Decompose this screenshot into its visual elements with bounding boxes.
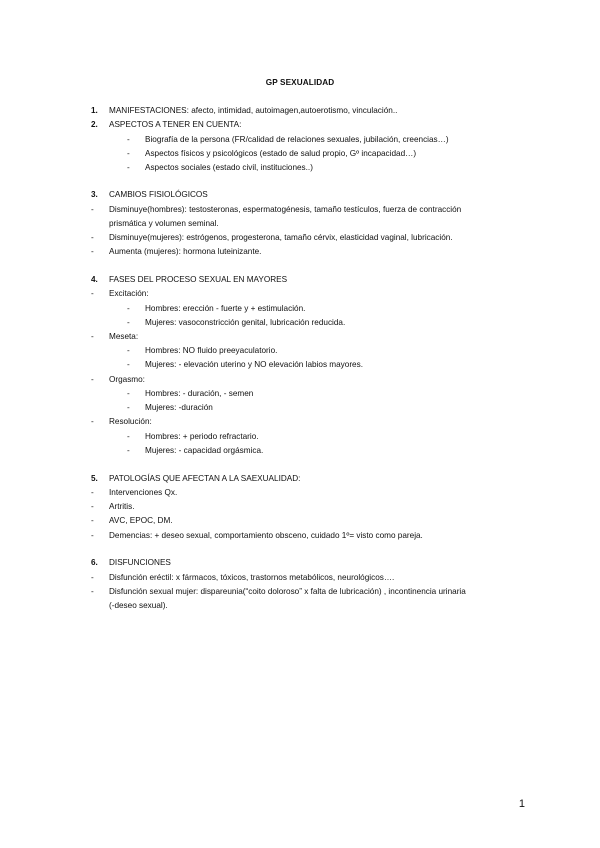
section-number: 2. [91,120,98,129]
list-item: Aspectos físicos y psicológicos (estado de salud propio, Gº incapacidad…) [145,149,417,158]
bullet-dash: - [127,149,130,158]
list-item: Mujeres: - elevación uterino y NO elevación labios mayores. [145,360,363,369]
bullet-dash: - [127,360,130,369]
document-title: GP SEXUALIDAD [265,78,335,87]
list-item: Hombres: NO fluido preeyaculatorio. [145,346,278,355]
bullet-dash: - [127,318,130,327]
bullet-dash: - [91,205,94,214]
list-item: Disminuye(hombres): testosteronas, espermatogénesis, tamaño testículos, fuerza de contracción [109,205,462,214]
bullet-dash: - [91,531,94,540]
bullet-dash: - [127,432,130,441]
list-item: Disfunción eréctil: x fármacos, tóxicos, trastornos metabólicos, neurológicos…. [109,573,395,582]
section-1-line [109,106,397,116]
bullet-dash: - [91,417,94,426]
bullet-dash: - [127,163,130,172]
bullet-dash: - [127,304,130,313]
phase-label: Meseta: [109,332,139,341]
bullet-dash: - [91,502,94,511]
bullet-dash: - [127,446,130,455]
list-item: Hombres: - duración, - semen [145,389,254,398]
phase-label: Excitación: [109,289,149,298]
list-item: Aspectos sociales (estado civil, instituciones..) [145,163,313,172]
phase-label: Orgasmo: [109,375,145,384]
bullet-dash: - [127,403,130,412]
section-heading: ASPECTOS A TENER EN CUENTA: [109,120,242,129]
list-item: Hombres: + periodo refractario. [145,432,259,441]
bullet-dash: - [91,332,94,341]
bullet-dash: - [91,375,94,384]
list-item: Disminuye(mujeres): estrógenos, progesterona, tamaño cérvix, elasticidad vaginal, lubricación. [109,233,453,242]
bullet-dash: - [127,135,130,144]
list-item: Hombres: erección - fuerte y + estimulación. [145,304,306,313]
section-number: 6. [91,558,98,567]
bullet-dash: - [91,587,94,596]
section-number: 3. [91,190,98,199]
section-heading: MANIFESTACIONES: [109,106,189,115]
section-number: 4. [91,275,98,284]
section-heading: DISFUNCIONES [109,558,171,567]
list-item: Demencias: + deseo sexual, comportamiento obsceno, cuidado 1º= visto como pareja. [109,531,423,540]
bullet-dash: - [127,389,130,398]
list-item-continuation: prismática y volumen seminal. [109,219,219,228]
list-item: Aumenta (mujeres): hormona luteinizante. [109,247,262,256]
page-number: 1 [518,798,525,810]
bullet-dash: - [127,346,130,355]
bullet-dash: - [91,247,94,256]
list-item: Biografía de la persona (FR/calidad de relaciones sexuales, jubilación, creencias…) [145,135,449,144]
list-item: Mujeres: vasoconstricción genital, lubricación reducida. [145,318,346,327]
section-text: afecto, intimidad, autoimagen,autoerotismo, vinculación.. [188,106,398,115]
section-heading: PATOLOGÍAS QUE AFECTAN A LA SAEXUALIDAD: [109,474,301,483]
list-item: Intervenciones Qx. [109,488,178,497]
list-item-continuation: (-deseo sexual). [109,601,168,610]
section-heading: FASES DEL PROCESO SEXUAL EN MAYORES [109,275,288,284]
bullet-dash: - [91,233,94,242]
list-item: Disfunción sexual mujer: dispareunia(“coito doloroso” x falta de lubricación) , incontinencia urinaria [109,587,466,596]
phase-label: Resolución: [109,417,152,426]
section-heading: CAMBIOS FISIOLÓGICOS [109,190,208,199]
section-number: 1. [91,106,98,115]
bullet-dash: - [91,488,94,497]
list-item: Artritis. [109,502,135,511]
section-number: 5. [91,474,98,483]
list-item: Mujeres: - capacidad orgásmica. [145,446,264,455]
list-item: AVC, EPOC, DM. [109,516,173,525]
bullet-dash: - [91,573,94,582]
bullet-dash: - [91,289,94,298]
bullet-dash: - [91,516,94,525]
list-item: Mujeres: -duración [145,403,213,412]
